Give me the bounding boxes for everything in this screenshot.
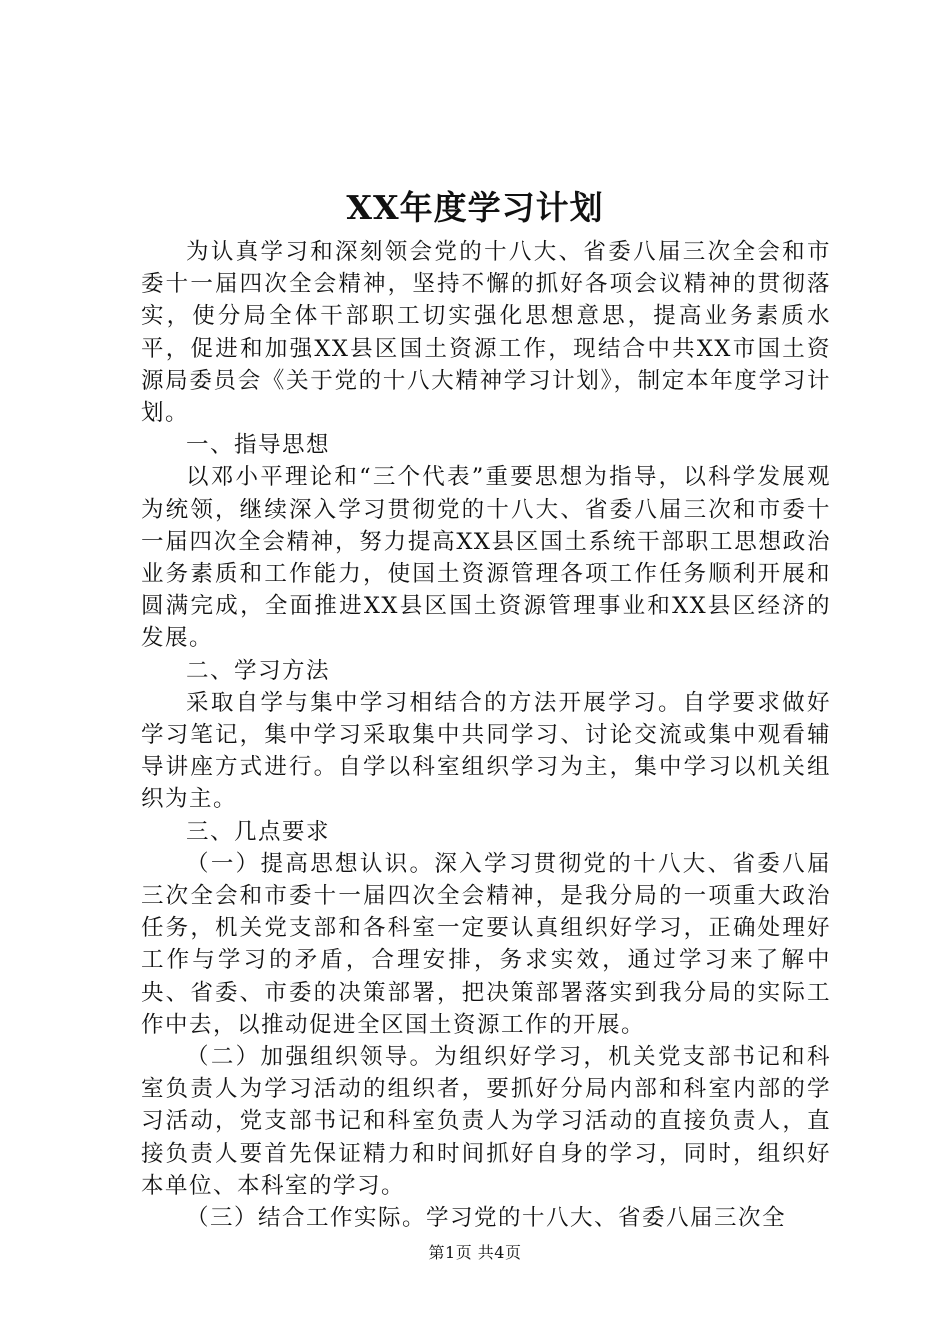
section-heading-study-method: 二、学习方法 [186, 657, 331, 684]
intro-paragraph: 为认真学习和深刻领会党的十八大、省委八届三次全会和市委十一届四次全会精神，坚持不懈的抓好各项会议精神的贯彻落实，使分局全体干部职工切实强化思想意思，提高业务素质水平，促进和加强XX县区国土资源工作，现结合中共XX市国土资源局委员会《关于党的十八大精神学习计划》，制定本年度学习计划。 [141, 239, 831, 427]
section-heading-guiding-thought: 一、指导思想 [186, 432, 331, 459]
document-title: XX年度学习计划 [346, 188, 604, 227]
document-body [141, 236, 831, 1234]
study-method-paragraph: 采取自学与集中学习相结合的方法开展学习。自学要求做好学习笔记，集中学习采取集中共同学习、讨论交流或集中观看辅导讲座方式进行。自学以科室组织学习为主，集中学习以机关组织为主。 [141, 689, 831, 813]
page-footer: 第1页 共4页 [428, 1243, 522, 1262]
guiding-thought-paragraph: 以邓小平理论和“三个代表”重要思想为指导，以科学发展观为统领，继续深入学习贯彻党的十八大、省委八届三次和市委十一届四次全会精神，努力提高XX县区国土系统干部职工思想政治业务素质和工作能力，使国土资源管理各项工作任务顺利开展和圆满完成，全面推进XX县区国土资源管理事业和XX县区经济的发展。 [141, 464, 831, 652]
requirement-paragraph-3: （三）结合工作实际。学习党的十八大、省委八届三次全 [186, 1205, 787, 1232]
section-heading-requirements: 三、几点要求 [186, 818, 331, 845]
requirement-paragraph-2: （二）加强组织领导。为组织好学习，机关党支部书记和科室负责人为学习活动的组织者，要抓好分局内部和科室内部的学习活动，党支部书记和科室负责人为学习活动的直接负责人，直接负责人要首先保证精力和时间抓好自身的学习，同时，组织好本单位、本科室的学习。 [141, 1044, 831, 1199]
requirement-paragraph-1: （一）提高思想认识。深入学习贯彻党的十八大、省委八届三次全会和市委十一届四次全会精神，是我分局的一项重大政治任务，机关党支部和各科室一定要认真组织好学习，正确处理好工作与学习的矛盾，合理安排，务求实效，通过学习来了解中央、省委、市委的决策部署，把决策部署落实到我分局的实际工作中去，以推动促进全区国土资源工作的开展。 [141, 850, 831, 1038]
